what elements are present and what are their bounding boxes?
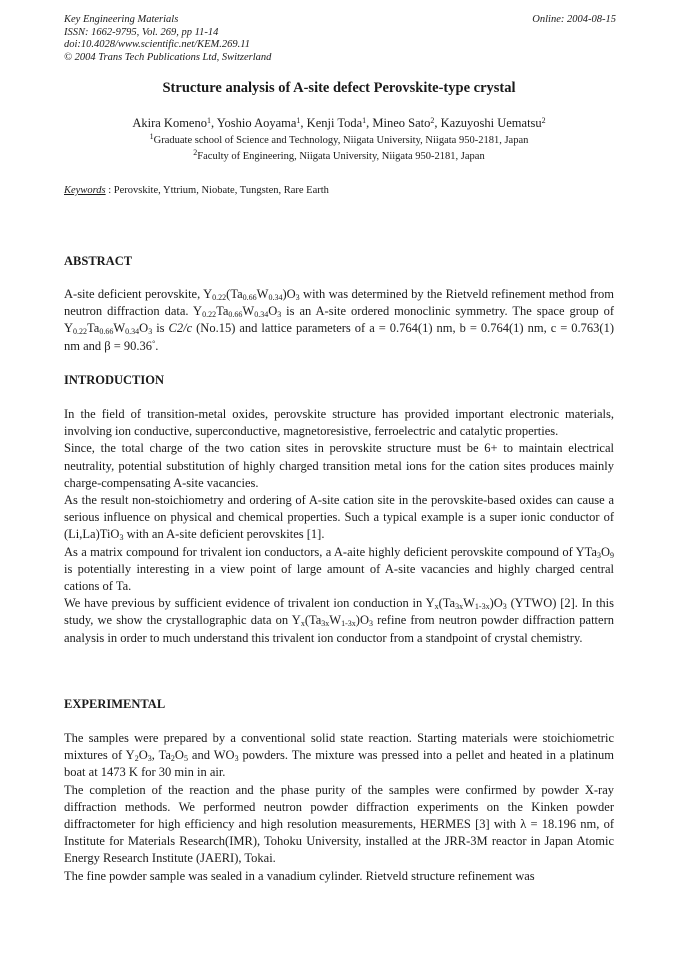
doi-line: doi:10.4028/www.scientific.net/KEM.269.11 (64, 39, 250, 50)
copyright-line: © 2004 Trans Tech Publications Ltd, Switzerland (64, 51, 272, 63)
introduction-body (64, 406, 614, 647)
journal-header (64, 14, 616, 64)
journal-name: Key Engineering Materials (64, 14, 179, 25)
abstract-paragraph: A-site deficient perovskite, $Y_{0.22}(Ta_{0.66}W_{0.34})O_3$ with was determined by the Rietveld refinement method from neutron diffraction data. $Y_{0.22}Ta_{0.66}W_{0.34}O_3$ is an A-site ordered monoclinic symmetry. The space group of $Y_{0.22}Ta_{0.66}W_{0.34}O_3$ is C2/c (No.15) and lattice parameters of a = 0.764(1) nm, b = 0.764(1) nm, c = 0.763(1) nm and β = 90.36°. (64, 287, 615, 353)
intro-paragraph: In the field of transition-metal oxides, perovskite structure has provided important electronic materials, involving ion conductive, superconductive, magnetoresistive, ferroelectric and catalytic properties. (64, 407, 614, 439)
intro-paragraph: As a matrix compound for trivalent ion conductors, a A-aite highly deficient perovskite compound of $YTa_3O_9$ is potentially interesting in a view point of large amount of A-site vacancies and highly charged central cations of Ta. (64, 544, 614, 594)
intro-paragraph: We have previous by sufficient evidence of trivalent ion conduction in $Y_x(Ta_{3x}W_{1-3x})O_3$ (YTWO) [2]. In this study, we show the crystallographic data on $Y_x(Ta_{3x}W_{1-3x})O_3$ refine from neutron powder diffraction pattern analysis in order to much understand this trivalent ion conductor from a standpoint of crystal chemistry. (64, 596, 614, 645)
introduction-heading: INTRODUCTION (64, 373, 165, 387)
intro-paragraph: Since, the total charge of the two cation sites in perovskite structure must be 6+ to maintain electrical neutrality, potential substitution of highly charged transition metal ions for the cation sites produces mainly charge-compensating A-site vacancies. (64, 441, 614, 490)
abstract-body (64, 286, 614, 355)
experimental-paragraph: The samples were prepared by a conventional solid state reaction. Starting materials were stoichiometric mixtures of $Y_2O_3$, $Ta_2O_5$ and $WO_3$ powders. The mixture was pressed into a pellet and heated in a platinum boat at 1473 K for 30 min in air. (64, 731, 614, 780)
keywords-line (64, 185, 329, 196)
affiliation-1: $^1$Graduate school of Science and Technology, Niigata University, Niigata 950-2181, Japan (149, 132, 529, 146)
experimental-paragraph: The completion of the reaction and the phase purity of the samples were confirmed by powder X-ray diffraction methods. We performed neutron powder diffraction experiments on the Kinken powder diffractometer for high efficiency and high resolution measurements, HERMES [3] with λ = 18.196 nm, of Institute for Materials Research(IMR), Tohoku University, installed at the JRR-3M reactor in Japan Atomic Energy Research Institute (JAERI), Tokai. (64, 782, 614, 866)
author: Yoshio Aoyama$^1$ (216, 116, 301, 130)
author: Mineo Sato$^2$ (372, 116, 435, 130)
author: Kazuyoshi Uematsu$^2$ (440, 116, 546, 130)
issn-line: ISSN: 1662-9795, Vol. 269, pp 11-14 (64, 26, 219, 38)
abstract-heading: ABSTRACT (64, 254, 133, 268)
intro-paragraph: As the result non-stoichiometry and ordering of A-site cation site in the perovskite-based oxides can cause a serious influence on physical and chemical properties. Such a typical example is a super ionic conductor of (Li,La)TiO$_3$ with an A-site deficient perovskites [1]. (64, 493, 614, 543)
author: Akira Komeno$^1$ (132, 116, 211, 130)
experimental-heading: EXPERIMENTAL (64, 697, 166, 711)
keywords-text: : Perovskite, Yttrium, Niobate, Tungsten, Rare Earth (105, 185, 329, 196)
affiliation-2: $^2$Faculty of Engineering, Niigata University, Niigata 950-2181, Japan (193, 148, 485, 162)
author: Kenji Toda$^1$ (306, 116, 367, 130)
paper-title: Structure analysis of A-site defect Perovskite-type crystal (162, 80, 516, 96)
keywords-label: Keywords (64, 185, 106, 196)
author-list: Akira Komeno$^1$, Yoshio Aoyama$^1$, Kenji Toda$^1$, Mineo Sato$^2$, Kazuyoshi Uematsu$^2$ (132, 116, 546, 130)
online-date: Online: 2004-08-15 (532, 14, 616, 25)
experimental-paragraph: The fine powder sample was sealed in a vanadium cylinder. Rietveld structure refinement was (64, 868, 535, 883)
experimental-body (64, 730, 614, 885)
